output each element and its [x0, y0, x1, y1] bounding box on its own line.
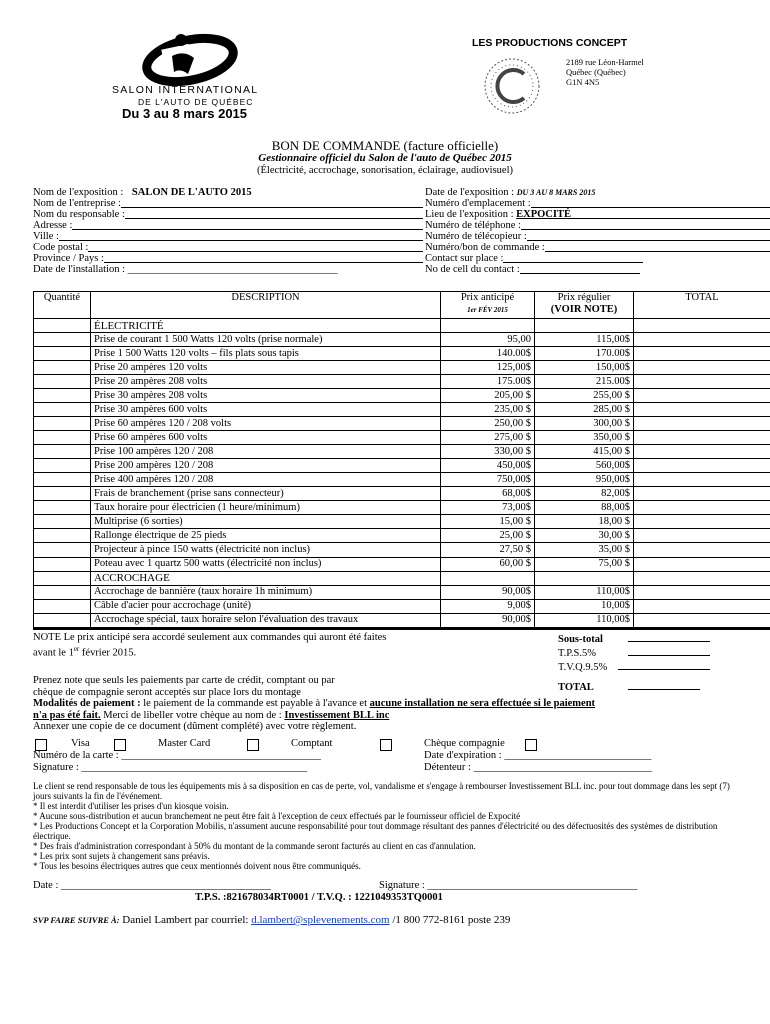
total-cell[interactable] — [634, 431, 770, 445]
tax-numbers: T.P.S. :821678034RT0001 / T.V.Q. : 1221049353TQ0001 — [195, 892, 443, 903]
item-description: Câble d'acier pour accrochage (unité) — [91, 599, 441, 613]
regular-price: 35,00 $ — [535, 543, 634, 557]
regular-price: 115,00$ — [535, 333, 634, 347]
address-field[interactable] — [72, 220, 423, 230]
form-right — [425, 187, 770, 275]
item-description: Prise 20 ampères 120 volts — [91, 361, 441, 375]
mod-warning: aucune installation ne sera effectuée si le paiement — [369, 698, 596, 709]
total-cell[interactable] — [634, 515, 770, 529]
table-body — [34, 318, 770, 629]
liability-b3: * Les Productions Concept et la Corporation Mobilis, n'assument aucune responsabilité pour tout dommage résultant des pannes d'électricité ou des défectuosités des systèmes de distribution électrique. — [33, 821, 718, 841]
fax-label: Numéro de télécopieur : — [425, 231, 527, 242]
early-price: 235,00 $ — [441, 403, 535, 417]
table-row — [34, 361, 770, 375]
mod-label: Modalités de paiement : — [33, 698, 141, 709]
payment-line2: chèque de compagnie seront acceptés sur place lors du montage — [33, 686, 301, 698]
email-link[interactable]: d.lambert@splevenements.com — [251, 914, 390, 926]
qty-cell[interactable] — [34, 347, 91, 361]
total-cell[interactable] — [634, 361, 770, 375]
table-row — [34, 613, 770, 627]
desc-header: DESCRIPTION — [91, 292, 441, 319]
note-sup: er — [73, 644, 80, 653]
regular-price: 350,00 $ — [535, 431, 634, 445]
early-price: 750,00$ — [441, 473, 535, 487]
total-cell[interactable] — [634, 529, 770, 543]
early-price: 140.00$ — [441, 347, 535, 361]
qty-cell[interactable] — [34, 501, 91, 515]
table-row — [34, 445, 770, 459]
regular-price: 285,00 $ — [535, 403, 634, 417]
payee-name: Investissement BLL inc — [284, 709, 390, 721]
early-header — [441, 292, 535, 319]
liability-b2: * Aucune sous-distribution et aucun branchement ne peut être fait à l'exception de ceux effectués par le fournisseur officiel de Expocité — [33, 811, 521, 821]
seal-icon — [480, 54, 544, 118]
company-label: Nom de l'entreprise : — [33, 198, 121, 209]
order-num-label: Numéro/bon de commande : — [425, 242, 545, 253]
expo-label: Nom de l'exposition : — [33, 187, 124, 198]
total-cell[interactable] — [634, 318, 770, 332]
table-row — [34, 529, 770, 543]
regular-cell — [535, 628, 634, 629]
date-value: DU 3 AU 8 MARS 2015 — [516, 188, 596, 197]
early-price: 450,00$ — [441, 459, 535, 473]
item-description: Prise 100 ampères 120 / 208 — [91, 445, 441, 459]
note-text-b: février 2015. — [79, 647, 137, 658]
qty-cell[interactable] — [34, 571, 91, 585]
item-description: Prise 1 500 Watts 120 volts – fils plats sous tapis — [91, 347, 441, 361]
electricity-section — [34, 318, 770, 332]
table-row — [34, 333, 770, 347]
item-description: Frais de branchement (prise sans connecteur) — [91, 487, 441, 501]
payment-payee-line — [33, 710, 770, 722]
qty-header: Quantité — [34, 292, 91, 319]
date-signature-line — [33, 880, 770, 891]
table-row — [34, 347, 770, 361]
form-left — [33, 187, 423, 275]
send-to — [33, 914, 510, 926]
table-row — [34, 431, 770, 445]
phone-field[interactable] — [521, 220, 770, 230]
early-price-label: Prix anticipé — [460, 292, 515, 303]
manager-field[interactable] — [125, 209, 423, 219]
liability-text — [33, 781, 733, 871]
document-title: BON DE COMMANDE (facture officielle) — [271, 138, 499, 153]
early-price: 175.00$ — [441, 375, 535, 389]
send-phone: /1 800 772-8161 poste 239 — [389, 914, 511, 926]
send-label: SVP FAIRE SUIVRE À: — [33, 915, 120, 925]
cheque-label: Chèque compagnie — [424, 738, 505, 749]
liability-b6: * Tous les besoins électriques autres que ceux mentionnés doivent nous être communiqués. — [33, 861, 361, 871]
regular-price: 150,00$ — [535, 361, 634, 375]
liability-b1: * Il est interdit d'utiliser les prises d'un kiosque voisin. — [33, 801, 229, 811]
place-label: Lieu de l'exposition : — [425, 209, 514, 220]
place-field[interactable] — [571, 209, 770, 219]
total-cell[interactable] — [634, 599, 770, 613]
qty-cell[interactable] — [34, 459, 91, 473]
total-label: TOTAL — [558, 682, 594, 693]
hanging-section — [34, 571, 770, 585]
item-description: Taux horaire pour électricien (1 heure/minimum) — [91, 501, 441, 515]
address-label: Adresse : — [33, 220, 73, 231]
empty-row — [34, 628, 770, 629]
province-field[interactable] — [104, 253, 423, 263]
early-price: 90,00$ — [441, 613, 535, 627]
item-description: Prise 200 ampères 120 / 208 — [91, 459, 441, 473]
regular-price: 18,00 $ — [535, 515, 634, 529]
tvq-field[interactable] — [618, 660, 710, 670]
document-subtitle: Gestionnaire officiel du Salon de l'auto de Québec 2015 — [258, 152, 512, 164]
payment-terms — [33, 698, 770, 710]
date-label: Date de l'exposition : — [425, 187, 515, 198]
liability-b5: * Les prix sont sujets à changement sans préavis. — [33, 851, 210, 861]
regular-price: 82,00$ — [535, 487, 634, 501]
company-seal — [480, 54, 544, 118]
place-value: EXPOCITÉ — [516, 209, 571, 220]
company-name: LES PRODUCTIONS CONCEPT — [472, 37, 628, 49]
cheque-text: Merci de libeller votre chèque au nom de : — [100, 709, 285, 721]
table-row — [34, 459, 770, 473]
regular-price: 170.00$ — [535, 347, 634, 361]
subtotal-label: Sous-total — [558, 634, 603, 645]
install-label: Date de l'installation : ________________________________________ — [33, 264, 338, 275]
regular-price: 75,00 $ — [535, 557, 634, 571]
postal-field[interactable] — [88, 242, 423, 252]
tps-label: T.P.S.5% — [558, 648, 597, 659]
early-date-label: 1er FÉV 2015 — [467, 306, 508, 314]
total-cell[interactable] — [634, 333, 770, 347]
table-header — [34, 292, 770, 319]
table-row — [34, 585, 770, 599]
expiry-date[interactable]: Date d'expiration : ____________________________ — [424, 750, 652, 761]
company-address1: 2189 rue Léon-Harmel — [566, 57, 644, 67]
item-description: Accrochage spécial, taux horaire selon l'évaluation des travaux — [91, 613, 441, 627]
table-row — [34, 515, 770, 529]
tps-field[interactable] — [628, 646, 710, 656]
footer-signature[interactable]: Signature : ________________________________________ — [379, 880, 638, 891]
services-list: (Électricité, accrochage, sonorisation, éclairage, audiovisuel) — [257, 165, 513, 176]
regular-price: 30,00 $ — [535, 529, 634, 543]
item-description: Prise 20 ampères 208 volts — [91, 375, 441, 389]
qty-cell[interactable] — [34, 375, 91, 389]
total-header: TOTAL — [634, 292, 770, 319]
total-cell[interactable] — [634, 445, 770, 459]
early-price: 125,00$ — [441, 361, 535, 375]
card-holder[interactable]: Détenteur : __________________________________ — [424, 762, 653, 773]
fax-field[interactable] — [527, 231, 770, 241]
qty-cell[interactable] — [34, 487, 91, 501]
regular-cell — [535, 571, 634, 585]
company-field[interactable] — [121, 198, 423, 208]
item-description: Projecteur à pince 150 watts (électricité non inclus) — [91, 543, 441, 557]
total-cell[interactable] — [634, 473, 770, 487]
item-description: Prise 30 ampères 600 volts — [91, 403, 441, 417]
mastercard-label: Master Card — [158, 738, 211, 749]
company-address2: Québec (Québec) — [566, 67, 626, 77]
salon-logo-icon — [110, 28, 280, 88]
liability-b4: * Des frais d'administration correspondant à 50% du montant de la commande seront facturés au client en cas d'annulation. — [33, 841, 476, 851]
qty-cell[interactable] — [34, 403, 91, 417]
early-price: 73,00$ — [441, 501, 535, 515]
early-price: 275,00 $ — [441, 431, 535, 445]
early-cell — [441, 318, 535, 332]
total-cell[interactable] — [634, 403, 770, 417]
table-row — [34, 473, 770, 487]
regular-header — [535, 292, 634, 319]
cheque-checkbox[interactable] — [380, 739, 392, 751]
card-number[interactable]: Numéro de la carte : ______________________________________ — [33, 750, 321, 761]
mod-text: le paiement de la commande est payable à l'avance et — [140, 698, 370, 709]
total-cell[interactable] — [634, 628, 770, 629]
payment-section — [33, 675, 770, 733]
qty-cell[interactable] — [34, 361, 91, 375]
regular-note-label: (VOIR NOTE) — [550, 304, 618, 315]
qty-cell[interactable] — [34, 333, 91, 347]
qty-cell[interactable] — [34, 515, 91, 529]
total-cell[interactable] — [634, 487, 770, 501]
qty-cell[interactable] — [34, 445, 91, 459]
regular-price: 255,00 $ — [535, 389, 634, 403]
location-num-field[interactable] — [531, 198, 770, 208]
table-row — [34, 487, 770, 501]
table-row — [34, 417, 770, 431]
electricity-section-label: ÉLECTRICITÉ — [91, 318, 441, 332]
qty-cell[interactable] — [34, 431, 91, 445]
qty-cell[interactable] — [34, 473, 91, 487]
company-address3: G1N 4N5 — [566, 77, 600, 87]
note-text-a: avant le 1 — [33, 647, 74, 658]
early-price: 9,00$ — [441, 599, 535, 613]
qty-cell[interactable] — [34, 628, 91, 629]
location-num-label: Numéro d'emplacement : — [425, 198, 531, 209]
total-cell[interactable] — [634, 375, 770, 389]
send-text: Daniel Lambert par courriel: — [119, 914, 252, 926]
regular-price: 300,00 $ — [535, 417, 634, 431]
early-cell — [441, 628, 535, 629]
early-price: 95,00 — [441, 333, 535, 347]
regular-price: 88,00$ — [535, 501, 634, 515]
tvq-label: T.V.Q.9.5% — [558, 662, 608, 673]
table-row — [34, 543, 770, 557]
item-description: Prise de courant 1 500 Watts 120 volts (prise normale) — [91, 333, 441, 347]
expo-value: SALON DE L'AUTO 2015 — [131, 187, 252, 198]
item-description: Prise 400 ampères 120 / 208 — [91, 473, 441, 487]
event-dates: Du 3 au 8 mars 2015 — [122, 106, 248, 121]
total-cell[interactable] — [634, 417, 770, 431]
total-cell[interactable] — [634, 543, 770, 557]
regular-price: 110,00$ — [535, 613, 634, 627]
table-row — [34, 389, 770, 403]
city-field[interactable] — [59, 231, 423, 241]
footer-date[interactable]: Date : ________________________________________ — [33, 880, 271, 891]
early-price: 68,00$ — [441, 487, 535, 501]
contact-field[interactable] — [503, 253, 643, 263]
early-price: 27,50 $ — [441, 543, 535, 557]
item-description: Multiprise (6 sorties) — [91, 515, 441, 529]
qty-cell[interactable] — [34, 529, 91, 543]
order-table — [33, 291, 770, 630]
payment-line1: Prenez note que seuls les paiements par carte de crédit, comptant ou par — [33, 675, 335, 686]
total-cell[interactable] — [634, 501, 770, 515]
total-cell[interactable] — [634, 613, 770, 627]
cell-label: No de cell du contact : — [425, 264, 520, 275]
note-line1: NOTE Le prix anticipé sera accordé seulement aux commandes qui auront été faites — [33, 632, 387, 643]
early-price: 330,00 $ — [441, 445, 535, 459]
item-description: Prise 60 ampères 600 volts — [91, 431, 441, 445]
total-cell[interactable] — [634, 571, 770, 585]
qty-cell[interactable] — [34, 599, 91, 613]
regular-cell — [535, 318, 634, 332]
card-signature[interactable]: Signature : ___________________________________________ — [33, 762, 308, 773]
note-line2 — [33, 644, 386, 659]
total-cell[interactable] — [634, 585, 770, 599]
note-box — [33, 632, 386, 659]
qty-cell[interactable] — [34, 557, 91, 571]
early-cell — [441, 571, 535, 585]
qty-cell[interactable] — [34, 389, 91, 403]
item-description: Accrochage de bannière (taux horaire 1h minimum) — [91, 585, 441, 599]
total-cell[interactable] — [634, 389, 770, 403]
qty-cell[interactable] — [34, 543, 91, 557]
early-price: 250,00 $ — [441, 417, 535, 431]
regular-price: 415,00 $ — [535, 445, 634, 459]
order-num-field[interactable] — [545, 242, 770, 252]
item-description: Prise 30 ampères 208 volts — [91, 389, 441, 403]
logo-line1: SALON INTERNATIONAL — [112, 84, 259, 96]
visa-label: Visa — [71, 738, 90, 749]
early-price: 25,00 $ — [441, 529, 535, 543]
regular-price: 560,00$ — [535, 459, 634, 473]
early-price: 60,00 $ — [441, 557, 535, 571]
hanging-section-label: ACCROCHAGE — [91, 571, 441, 585]
early-price: 90,00$ — [441, 585, 535, 599]
regular-price: 110,00$ — [535, 585, 634, 599]
early-price: 205,00 $ — [441, 389, 535, 403]
table-row — [34, 599, 770, 613]
regular-price: 215.00$ — [535, 375, 634, 389]
qty-cell[interactable] — [34, 318, 91, 332]
desc-cell[interactable] — [91, 628, 441, 629]
liability-p1: Le client se rend responsable de tous les équipements mis à sa disposition en cas de perte, vol, vandalisme et s'engage à rembourser Investissement BLL inc. pour tout dommage dans les sept (7) jours suivants la fin de l'événement. — [33, 781, 730, 801]
contact-label: Contact sur place : — [425, 253, 504, 264]
regular-price: 10,00$ — [535, 599, 634, 613]
logo-line2: DE L'AUTO DE QUÉBEC — [138, 97, 254, 107]
table-row — [34, 375, 770, 389]
province-label: Province / Pays : — [33, 253, 104, 264]
manager-label: Nom du responsable : — [33, 209, 125, 220]
cash-label: Comptant — [291, 738, 333, 749]
table-row — [34, 403, 770, 417]
postal-label: Code postal : — [33, 242, 89, 253]
item-description: Rallonge électrique de 25 pieds — [91, 529, 441, 543]
early-price: 15,00 $ — [441, 515, 535, 529]
city-label: Ville : — [33, 231, 59, 242]
regular-price-label: Prix régulier — [557, 292, 611, 303]
qty-cell[interactable] — [34, 417, 91, 431]
attach-note: Annexer une copie de ce document (dûment complété) avec votre règlement. — [33, 721, 357, 732]
regular-price: 950,00$ — [535, 473, 634, 487]
item-description: Poteau avec 1 quartz 500 watts (électricité non inclus) — [91, 557, 441, 571]
cell-field[interactable] — [520, 264, 640, 274]
item-description: Prise 60 ampères 120 / 208 volts — [91, 417, 441, 431]
table-row — [34, 501, 770, 515]
total-cell[interactable] — [634, 459, 770, 473]
subtotal-field[interactable] — [628, 632, 710, 642]
qty-cell[interactable] — [34, 613, 91, 627]
total-cell[interactable] — [634, 557, 770, 571]
table-row — [34, 557, 770, 571]
qty-cell[interactable] — [34, 585, 91, 599]
mod-warning2: n'a pas été fait. — [33, 709, 101, 721]
total-cell[interactable] — [634, 347, 770, 361]
phone-label: Numéro de téléphone : — [425, 220, 521, 231]
